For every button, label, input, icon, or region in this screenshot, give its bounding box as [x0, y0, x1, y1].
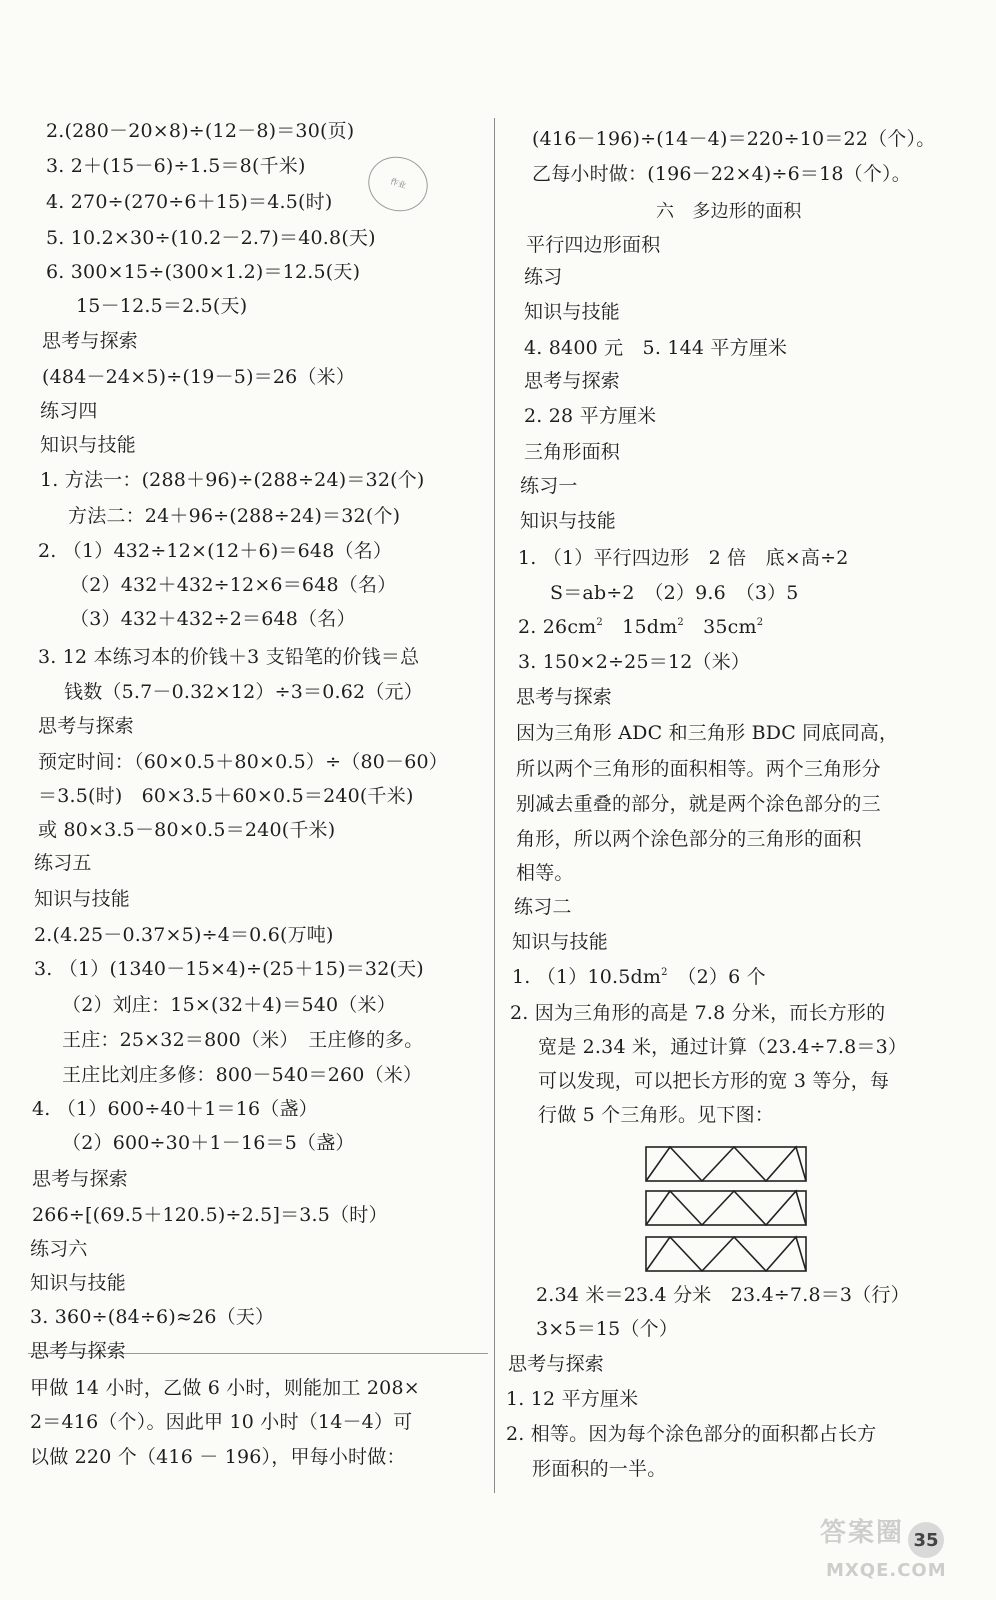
answer-line: 3. （1）(1340－15×4)÷(25＋15)＝32(天)	[34, 958, 424, 980]
section-heading: 思考与探索	[38, 715, 135, 737]
answer-line: 3. 360÷(84÷6)≈26（天）	[30, 1306, 275, 1328]
answer-line: (416－196)÷(14－4)＝220÷10＝22（个）。	[532, 128, 936, 150]
answer-line: 5. 10.2×30÷(10.2－2.7)＝40.8(天)	[46, 227, 376, 249]
section-heading: 知识与技能	[34, 888, 131, 910]
answer-line: 3. 2＋(15－6)÷1.5＝8(千米)	[46, 155, 306, 177]
answer-line: 2. $26cm^2$ $15dm^2$ $35cm^2$	[518, 616, 764, 638]
homework-stamp: 作业	[361, 149, 435, 219]
answer-line: 行做 5 个三角形。见下图：	[538, 1104, 774, 1126]
answer-line: 王庄：25×32＝800（米） 王庄修的多。	[62, 1029, 424, 1051]
answer-line: ＝3.5(时) 60×3.5＋60×0.5＝240(千米)	[38, 785, 414, 807]
figure-row-1	[646, 1147, 806, 1181]
answer-line: 2. 28 平方厘米	[524, 405, 657, 427]
figure-row-2	[646, 1191, 806, 1225]
section-heading: 思考与探索	[508, 1353, 605, 1375]
answer-line: 1. 方法一：(288＋96)÷(288÷24)＝32(个)	[40, 469, 425, 491]
section-heading: 知识与技能	[520, 510, 617, 532]
section-heading: 练习五	[34, 852, 92, 874]
answer-line: 266÷[(69.5＋120.5)÷2.5]＝3.5（时）	[32, 1204, 388, 1226]
answer-line: （2）600÷30＋1－16＝5（盏）	[62, 1132, 355, 1154]
answer-line: （3）432＋432÷2＝648（名）	[70, 608, 356, 630]
answer-line: 2＝416（个）。因此甲 10 小时（14－4）可	[30, 1411, 413, 1433]
answer-line: 或 80×3.5－80×0.5＝240(千米)	[38, 819, 336, 841]
triangle-tiling-figure	[644, 1143, 810, 1275]
section-heading: 知识与技能	[512, 931, 609, 953]
answer-line: 15－12.5＝2.5(天)	[76, 295, 248, 317]
section-heading: 练习一	[520, 475, 578, 497]
answer-line: 3×5＝15（个）	[536, 1318, 679, 1340]
answer-line: 乙每小时做：(196－22×4)÷6＝18（个）。	[532, 163, 911, 185]
answer-line: 1. 12 平方厘米	[506, 1388, 639, 1410]
section-heading: 知识与技能	[524, 301, 621, 323]
answer-line: 2. （1）432÷12×(12＋6)＝648（名）	[38, 540, 393, 562]
answer-line: 4. 8400 元 5. 144 平方厘米	[524, 337, 788, 359]
answer-line: 2.(4.25－0.37×5)÷4＝0.6(万吨)	[34, 924, 334, 946]
answer-line: (484－24×5)÷(19－5)＝26（米）	[42, 366, 356, 388]
page-number: 35	[908, 1522, 944, 1558]
section-heading: 思考与探索	[516, 686, 613, 708]
section-heading: 练习六	[30, 1238, 88, 1260]
answer-line: 2.34 米＝23.4 分米 23.4÷7.8＝3（行）	[536, 1284, 910, 1306]
chapter-title: 六 多边形的面积	[656, 201, 802, 222]
watermark-logo: 答案圈	[820, 1518, 905, 1548]
answer-line: 4. （1）600÷40＋1＝16（盏）	[32, 1098, 318, 1120]
section-heading: 练习二	[514, 896, 572, 918]
answer-line: 宽是 2.34 米，通过计算（23.4÷7.8＝3）	[538, 1036, 908, 1058]
section-heading: 平行四边形面积	[526, 234, 661, 256]
watermark-url: MXQE.COM	[826, 1560, 947, 1581]
answer-line: （2）432＋432÷12×6＝648（名）	[70, 574, 397, 596]
section-heading: 知识与技能	[30, 1272, 127, 1294]
answer-line: 2. 因为三角形的高是 7.8 分米，而长方形的	[510, 1002, 886, 1024]
section-heading: 思考与探索	[32, 1168, 129, 1190]
section-heading: 三角形面积	[524, 441, 621, 463]
section-heading: 思考与探索	[30, 1340, 127, 1362]
answer-line: 所以两个三角形的面积相等。两个三角形分	[516, 758, 881, 780]
answer-line: S＝ab÷2 （2）9.6 （3）5	[550, 582, 799, 604]
answer-line: 2. 相等。因为每个涂色部分的面积都占长方	[506, 1423, 877, 1445]
section-heading: 练习	[524, 266, 563, 288]
answer-line: 6. 300×15÷(300×1.2)＝12.5(天)	[46, 261, 361, 283]
answer-line: 可以发现，可以把长方形的宽 3 等分，每	[538, 1070, 890, 1092]
answer-line: 3. 12 本练习本的价钱＋3 支铅笔的价钱＝总	[38, 646, 420, 668]
answer-line: 1. $(1)10.5dm^2$ （2）6 个	[512, 966, 766, 988]
answer-line: 王庄比刘庄多修：800－540＝260（米）	[62, 1064, 423, 1086]
answer-line: 别减去重叠的部分，就是两个涂色部分的三	[516, 793, 881, 815]
answer-line: 相等。	[516, 862, 574, 884]
answer-line: 角形，所以两个涂色部分的三角形的面积	[516, 828, 862, 850]
answer-line: 方法二：24＋96÷(288÷24)＝32(个)	[68, 505, 401, 527]
answer-line: （2）刘庄：15×(32＋4)＝540（米）	[62, 994, 396, 1016]
column-divider	[494, 118, 495, 1493]
answer-line: 钱数（5.7－0.32×12）÷3＝0.62（元）	[64, 681, 423, 703]
answer-line: 甲做 14 小时，乙做 6 小时，则能加工 208×	[30, 1377, 420, 1399]
answer-line: 3. 150×2÷25＝12（米）	[518, 651, 751, 673]
answer-line: 4. 270÷(270÷6＋15)＝4.5(时)	[46, 191, 333, 213]
section-heading: 练习四	[40, 400, 98, 422]
answer-line: 1. （1）平行四边形 2 倍 底×高÷2	[518, 547, 849, 569]
answer-line: 形面积的一半。	[532, 1458, 667, 1480]
section-heading: 知识与技能	[40, 434, 137, 456]
answer-line: 预定时间：（60×0.5＋80×0.5）÷（80－60）	[38, 751, 448, 773]
answer-line: 以做 220 个（416 － 196），甲每小时做：	[30, 1446, 406, 1468]
figure-row-3	[646, 1237, 806, 1271]
answer-line: 因为三角形 ADC 和三角形 BDC 同底同高，	[516, 722, 899, 744]
answer-line: 2.(280－20×8)÷(12－8)＝30(页)	[46, 120, 355, 142]
section-heading: 思考与探索	[42, 330, 139, 352]
section-heading: 思考与探索	[524, 370, 621, 392]
